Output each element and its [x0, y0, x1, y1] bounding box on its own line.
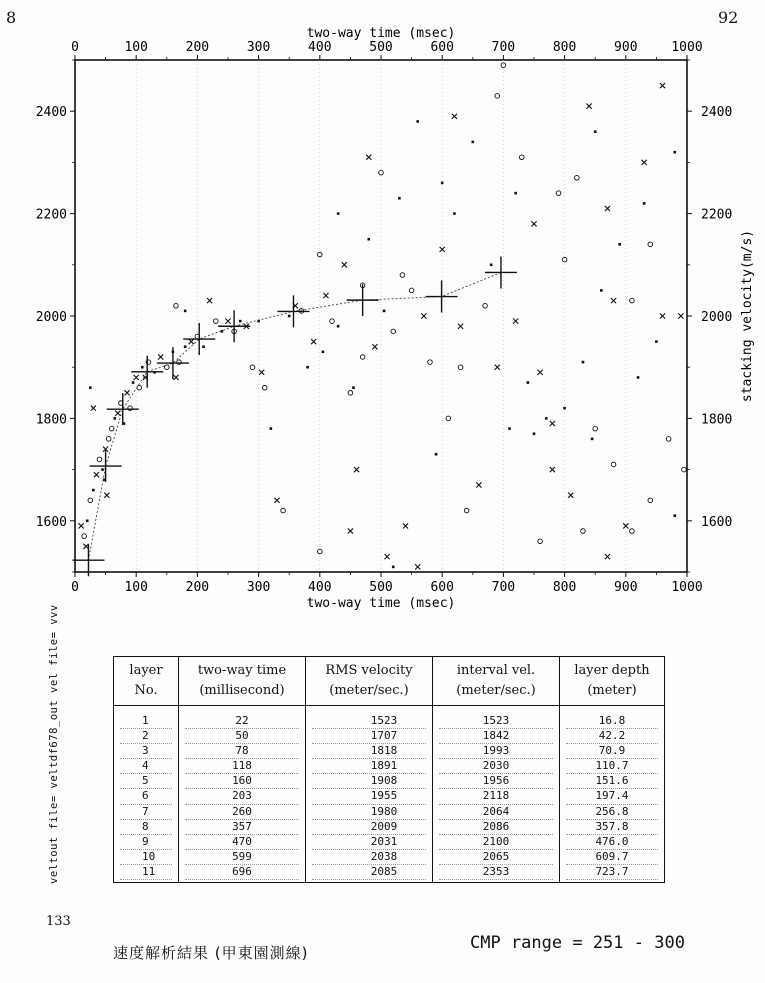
table-cell: 2: [120, 729, 172, 744]
scatter-point: [563, 407, 566, 410]
scatter-point: [660, 83, 665, 88]
y-tick-label-left: 2400: [35, 105, 67, 121]
velocity-pick-marker: [218, 310, 250, 342]
scatter-point: [660, 313, 665, 318]
scatter-point: [348, 391, 353, 396]
x-tick-label-bottom: 800: [552, 580, 577, 595]
scatter-point: [101, 468, 104, 471]
x-tick-label-top: 0: [71, 40, 79, 55]
scatter-point: [337, 325, 340, 328]
y-axis-label: stacking velocity(m/s): [740, 229, 755, 403]
scatter-point: [501, 63, 506, 68]
scatter-point: [472, 141, 475, 144]
scatter-point: [421, 313, 426, 318]
scatter-point: [538, 539, 543, 544]
table-cell: 203: [185, 789, 299, 804]
scatter-point: [514, 192, 517, 195]
scatter-point: [322, 351, 325, 354]
col-interval-vel: [433, 706, 560, 883]
scatter-point: [213, 319, 218, 324]
table-cell: 110.7: [566, 759, 658, 774]
x-axis-label-top: two-way time (msec): [306, 26, 456, 41]
scatter-point: [495, 365, 500, 370]
scatter-point: [270, 427, 273, 430]
velocity-pick-marker: [183, 323, 215, 355]
table-cell: 260: [185, 805, 299, 820]
table-cell: 476.0: [566, 835, 658, 850]
y-tick-label-left: 2200: [35, 207, 67, 223]
scatter-point: [452, 114, 457, 119]
table-cell: 696: [185, 865, 299, 880]
table-cell: 42.2: [566, 729, 658, 744]
scatter-point: [348, 528, 353, 533]
scatter-point: [274, 498, 279, 503]
table-body-row: [114, 706, 665, 883]
table-cell: 2100: [439, 835, 553, 850]
scatter-point: [630, 529, 635, 534]
table-cell: 1: [120, 714, 172, 729]
table-cell: 256.8: [566, 805, 658, 820]
table-cell: 2009: [312, 820, 426, 835]
table-cell: 2064: [439, 805, 553, 820]
scatter-point: [86, 520, 89, 523]
scatter-point: [441, 182, 444, 185]
scatter-point: [611, 462, 616, 467]
scatter-point: [89, 386, 92, 389]
table-cell: 2085: [312, 865, 426, 880]
x-tick-label-top: 800: [552, 40, 577, 55]
table-cell: 22: [185, 714, 299, 729]
scatter-point: [655, 340, 658, 343]
page-number-left: 8: [6, 8, 17, 27]
table-cell: 78: [185, 744, 299, 759]
scatter-point: [435, 453, 438, 456]
table-cell: 160: [185, 774, 299, 789]
x-tick-label-bottom: 100: [124, 580, 148, 595]
scatter-point: [538, 370, 543, 375]
scatter-point: [600, 289, 603, 292]
table-cell: 357.8: [566, 820, 658, 835]
scatter-point: [372, 344, 377, 349]
scatter-point: [682, 467, 687, 472]
table-cell: 50: [185, 729, 299, 744]
scatter-point: [483, 303, 488, 308]
scatter-point: [594, 130, 597, 133]
table-cell: 609.7: [566, 850, 658, 865]
scatter-point: [281, 508, 286, 513]
scatter-point: [306, 366, 309, 369]
cmp-range-label: CMP range = 251 - 300: [470, 933, 685, 953]
x-tick-label-top: 100: [124, 40, 148, 55]
scatter-point: [323, 293, 328, 298]
scatter-point: [519, 155, 524, 160]
velocity-pick-marker: [277, 295, 309, 327]
table-cell: 16.8: [566, 714, 658, 729]
col-layer-no: [114, 706, 179, 883]
col-two-way-time: [179, 706, 306, 883]
scatter-point: [409, 288, 414, 293]
scatter-point: [115, 411, 120, 416]
x-tick-label-top: 400: [308, 40, 332, 55]
table-cell: 1993: [439, 744, 553, 759]
scatter-point: [605, 554, 610, 559]
table-cell: 5: [120, 774, 172, 789]
y-tick-label-right: 2200: [701, 207, 733, 223]
scatter-point: [92, 489, 95, 492]
scatter-point: [385, 554, 390, 559]
y-tick-label-right: 2000: [701, 310, 733, 325]
table-cell: 1707: [312, 729, 426, 744]
scatter-point: [79, 523, 84, 528]
scatter-point: [648, 242, 653, 247]
scatter-point: [476, 482, 481, 487]
scatter-point: [666, 437, 671, 442]
col-header-rms: RMS velocity (meter/sec.): [306, 657, 433, 706]
scatter-point: [202, 345, 205, 348]
table-cell: 9: [120, 835, 172, 850]
x-tick-label-top: 1000: [671, 40, 703, 55]
table-cell: 1523: [439, 714, 553, 729]
y-tick-label-right: 2400: [701, 105, 733, 121]
scatter-point: [531, 221, 536, 226]
table-cell: 2030: [439, 759, 553, 774]
scatter-point: [137, 385, 142, 390]
scatter-point: [352, 386, 355, 389]
y-tick-label-right: 1600: [701, 514, 733, 530]
x-axis-label-bottom: two-way time (msec): [306, 596, 456, 611]
scatter-point: [637, 376, 640, 379]
scatter-point: [446, 416, 451, 421]
scatter-point: [124, 390, 129, 395]
scatter-point: [88, 498, 93, 503]
x-tick-label-bottom: 500: [369, 580, 393, 595]
scatter-point: [605, 206, 610, 211]
table-cell: 2353: [439, 865, 553, 880]
table-cell: 70.9: [566, 744, 658, 759]
scatter-point: [207, 298, 212, 303]
table-cell: 1523: [312, 714, 426, 729]
scatter-point: [367, 238, 370, 241]
x-tick-label-bottom: 400: [308, 580, 332, 595]
scatter-point: [428, 360, 433, 365]
scatter-point: [366, 155, 371, 160]
scatter-point: [673, 151, 676, 154]
scatter-point: [106, 437, 111, 442]
scatter-point: [337, 212, 340, 215]
scatter-point: [330, 319, 335, 324]
scatter-point: [591, 438, 594, 441]
side-file-note: veltout file= veltdf678_out vel file= vvv: [48, 604, 60, 884]
x-tick-label-top: 600: [430, 40, 454, 55]
x-tick-label-bottom: 1000: [671, 580, 703, 595]
col-header-depth: layer depth (meter): [560, 657, 665, 706]
table-cell: 118: [185, 759, 299, 774]
y-tick-label-left: 2000: [35, 310, 67, 325]
scatter-point: [158, 354, 163, 359]
x-tick-label-top: 500: [369, 40, 393, 55]
scatter-point: [360, 355, 365, 360]
scatter-point: [97, 457, 102, 462]
velocity-pick-marker: [426, 281, 458, 313]
table-cell: 197.4: [566, 789, 658, 804]
table-cell: 2031: [312, 835, 426, 850]
x-tick-label-bottom: 0: [71, 580, 79, 595]
velocity-pick-marker: [347, 284, 379, 316]
table-cell: 151.6: [566, 774, 658, 789]
vertical-gridlines: [136, 60, 626, 572]
x-tick-label-bottom: 600: [430, 580, 454, 595]
scatter-point: [545, 417, 548, 420]
scatter-point: [132, 381, 135, 384]
scatter-point: [259, 370, 264, 375]
scatter-point: [94, 472, 99, 477]
y-tick-label-right: 1800: [701, 412, 733, 428]
scatter-point: [189, 339, 194, 344]
table-cell: 599: [185, 850, 299, 865]
table-cell: 7: [120, 805, 172, 820]
velocity-pick-curve: [88, 272, 500, 560]
scatter-point: [225, 319, 230, 324]
table-cell: 723.7: [566, 865, 658, 880]
x-tick-label-top: 700: [491, 40, 516, 55]
scatter-point: [508, 427, 511, 430]
scatter-points: [79, 63, 687, 570]
scatter-point: [630, 298, 635, 303]
scatter-point: [495, 94, 500, 99]
scatter-point: [673, 514, 676, 517]
table-header-row: [114, 657, 665, 706]
table-cell: 1956: [439, 774, 553, 789]
scatter-point: [458, 365, 463, 370]
x-tick-label-top: 200: [185, 40, 210, 55]
scatter-point: [239, 320, 242, 323]
scatter-point: [464, 508, 469, 513]
table-cell: 3: [120, 744, 172, 759]
table-cell: 1908: [312, 774, 426, 789]
scatter-point: [104, 493, 109, 498]
scatter-point: [262, 385, 267, 390]
scatter-point: [318, 549, 323, 554]
table-cell: 2065: [439, 850, 553, 865]
scatter-point: [109, 426, 114, 431]
scatter-point: [398, 197, 401, 200]
y-tick-label-left: 1600: [35, 514, 67, 530]
scatter-point: [184, 310, 187, 313]
velocity-pick-marker: [157, 347, 189, 379]
scatter-point: [556, 191, 561, 196]
table-cell: 11: [120, 865, 172, 880]
table-cell: 1891: [312, 759, 426, 774]
table-cell: 1818: [312, 744, 426, 759]
scatter-point: [490, 264, 493, 267]
scatter-point: [141, 366, 144, 369]
scatter-point: [453, 212, 456, 215]
table-cell: 357: [185, 820, 299, 835]
scatter-point: [415, 564, 420, 569]
table-cell: 1955: [312, 789, 426, 804]
col-layer-depth: [560, 706, 665, 883]
scatter-point: [513, 319, 518, 324]
scatter-point: [648, 498, 653, 503]
scatter-point: [91, 406, 96, 411]
scatter-point: [550, 421, 555, 426]
scatter-point: [250, 365, 255, 370]
table-cell: 2038: [312, 850, 426, 865]
page-number-right: 92: [718, 8, 739, 27]
x-tick-label-bottom: 900: [614, 580, 638, 595]
table-cell: 2086: [439, 820, 553, 835]
table-cell: 470: [185, 835, 299, 850]
scatter-point: [575, 175, 580, 180]
scatter-point: [568, 493, 573, 498]
col-rms-velocity: [306, 706, 433, 883]
scatter-point: [533, 432, 536, 435]
layer-velocity-table: [113, 656, 665, 883]
table-cell: 4: [120, 759, 172, 774]
velocity-pick-marker: [107, 393, 139, 425]
scatter-point: [550, 467, 555, 472]
table-cell: 8: [120, 820, 172, 835]
bottom-page-number: 133: [46, 914, 71, 929]
table-cell: 10: [120, 850, 172, 865]
scatter-point: [174, 303, 179, 308]
scatter-point: [392, 566, 395, 569]
scatter-point: [582, 361, 585, 364]
scatter-point: [642, 160, 647, 165]
x-tick-label-bottom: 200: [185, 580, 210, 595]
scatter-point: [416, 120, 419, 123]
scatter-point: [611, 298, 616, 303]
scatter-point: [527, 381, 530, 384]
scatter-point: [134, 375, 139, 380]
x-tick-label-bottom: 700: [491, 580, 516, 595]
y-tick-label-left: 1800: [35, 412, 67, 428]
scatter-point: [440, 247, 445, 252]
velocity-pick-marker: [485, 256, 517, 288]
scatter-point: [618, 243, 621, 246]
x-tick-label-top: 300: [246, 40, 271, 55]
x-tick-label-bottom: 300: [246, 580, 271, 595]
scatter-point: [593, 426, 598, 431]
table-cell: 1842: [439, 729, 553, 744]
scatter-point: [311, 339, 316, 344]
scatter-point: [678, 313, 683, 318]
scatter-point: [581, 529, 586, 534]
scatter-point: [458, 324, 463, 329]
scatter-point: [383, 310, 386, 313]
col-header-time: two-way time (millisecond): [179, 657, 306, 706]
scatter-point: [586, 103, 591, 108]
scatter-point: [113, 417, 116, 420]
figure-caption: 速度解析結果 (甲東園測線): [113, 944, 309, 962]
scatter-point: [342, 262, 347, 267]
scatter-point: [184, 345, 187, 348]
table-cell: 2118: [439, 789, 553, 804]
col-header-interval: interval vel. (meter/sec.): [433, 657, 560, 706]
table-cell: 1980: [312, 805, 426, 820]
scatter-point: [400, 273, 405, 278]
scatter-point: [354, 467, 359, 472]
scatter-point: [82, 534, 87, 539]
axis-ticks: [36, 40, 733, 595]
scatter-point: [403, 523, 408, 528]
x-tick-label-top: 900: [614, 40, 638, 55]
scatter-point: [288, 315, 291, 318]
scatter-point: [562, 257, 567, 262]
scatter-point: [643, 202, 646, 205]
table-cell: 6: [120, 789, 172, 804]
scatter-point: [391, 329, 396, 334]
scatter-point: [173, 375, 178, 380]
col-header-layer: layer No.: [114, 657, 179, 706]
